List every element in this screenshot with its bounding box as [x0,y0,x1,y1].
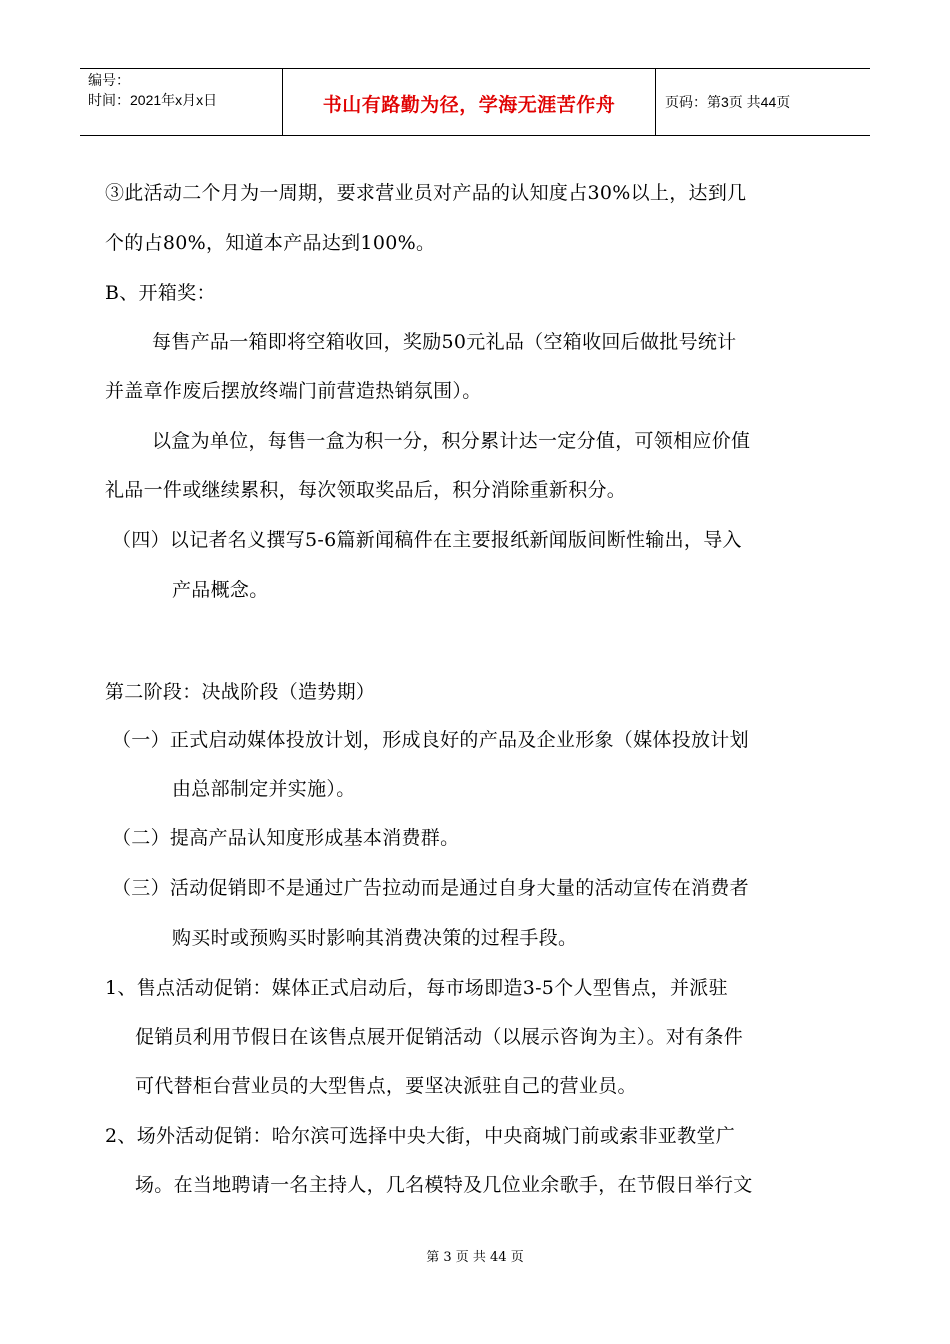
page-header [80,68,870,136]
body-line-18: 可代替柜台营业员的大型售点，要坚决派驻自己的营业员。 [135,1075,637,1097]
section-heading: 第二阶段：决战阶段（造势期） [105,681,376,703]
header-divider-left [282,68,283,136]
body-line-8: （四）以记者名义撰写5-6篇新闻稿件在主要报纸新闻版间断性输出，导入 [112,529,742,551]
body-line-15: 购买时或预购买时影响其消费决策的过程手段。 [172,927,578,949]
body-line-7: 礼品一件或继续累积，每次领取奖品后，积分消除重新积分。 [105,479,627,501]
body-line-6: 以盒为单位，每售一盒为积一分，积分累计达一定分值，可领相应价值 [152,430,751,452]
body-line-2: 个的占80%，知道本产品达到100%。 [105,232,436,254]
body-line-3: B、开箱奖： [105,282,216,304]
body-line-14: （三）活动促销即不是通过广告拉动而是通过自身大量的活动宣传在消费者 [112,877,749,899]
header-bottom-rule [80,135,870,136]
page-footer: 第 3 页 共 44 页 [426,1250,524,1265]
header-motto: 书山有路勤为径，学海无涯苦作舟 [322,94,616,116]
header-meta [88,70,217,110]
body-line-17: 促销员利用节假日在该售点展开促销活动（以展示咨询为主）。对有条件 [135,1026,744,1048]
body-line-1: ③此活动二个月为一周期，要求营业员对产品的认知度占30%以上，达到几 [105,182,747,204]
body-line-20: 场。在当地聘请一名主持人，几名模特及几位业余歌手，在节假日举行文 [135,1174,753,1196]
body-line-9: 产品概念。 [172,579,269,601]
body-line-16: 1、售点活动促销：媒体正式启动后，每市场即造3-5个人型售点，并派驻 [105,977,728,999]
header-page-info: 页码：第3页 共44页 [665,94,791,110]
body-line-13: （二）提高产品认知度形成基本消费群。 [112,827,460,849]
header-top-rule [80,68,870,69]
serial-label: 编号： [88,72,130,88]
body-line-19: 2、场外活动促销：哈尔滨可选择中央大街，中央商城门前或索非亚教堂广 [105,1125,735,1147]
body-line-12: 由总部制定并实施）。 [172,778,356,800]
body-line-4: 每售产品一箱即将空箱收回，奖励50元礼品（空箱收回后做批号统计 [152,331,737,353]
body-line-11: （一）正式启动媒体投放计划，形成良好的产品及企业形象（媒体投放计划 [112,729,749,751]
date-label: 时间：2021年x月x日 [88,92,218,108]
header-divider-right [655,68,656,136]
body-line-5: 并盖章作废后摆放终端门前营造热销氛围）。 [105,380,482,402]
